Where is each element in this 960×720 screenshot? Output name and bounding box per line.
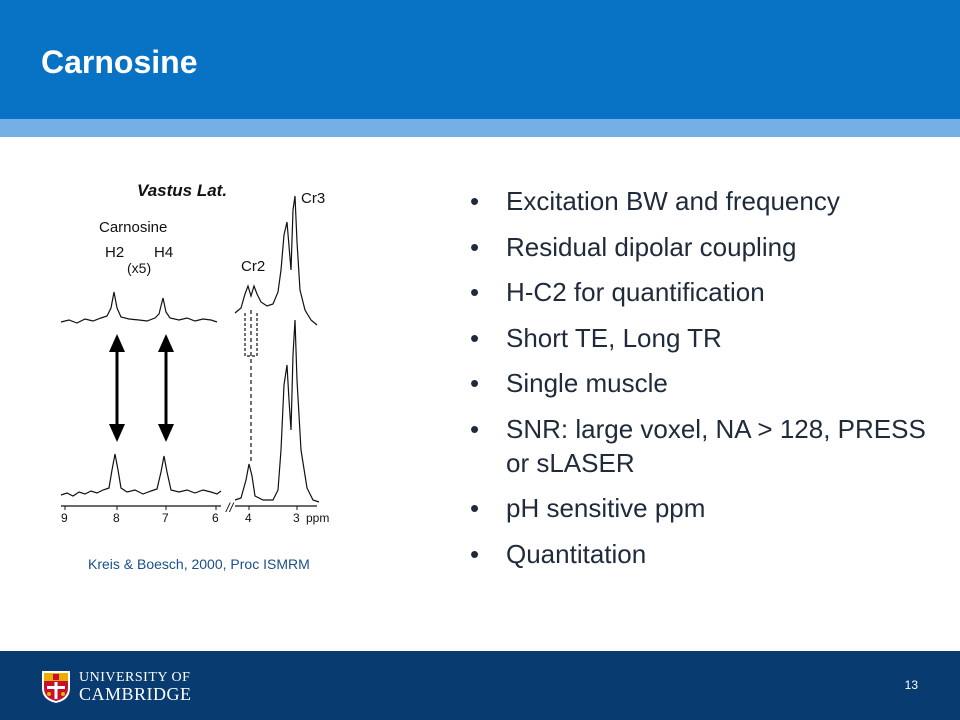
bullet-dot-icon: • xyxy=(470,322,480,353)
tick-3: 3 xyxy=(293,511,300,525)
bullet-dot-icon: • xyxy=(470,186,480,216)
arrow-down-h2 xyxy=(109,424,125,442)
arrow-down-h4 xyxy=(158,424,174,442)
arrow-up-h4 xyxy=(158,334,174,352)
bullet-item: • Residual dipolar coupling xyxy=(470,231,797,262)
bullet-item: • Short TE, Long TR xyxy=(470,322,722,353)
bullet-item: • Quantitation xyxy=(470,538,647,569)
tick-7: 7 xyxy=(162,511,169,525)
university-line1: UNIVERSITY OF xyxy=(79,670,191,685)
upper-carnosine-trace xyxy=(61,292,217,323)
compound-label: Carnosine xyxy=(99,219,168,236)
university-line2: CAMBRIDGE xyxy=(79,684,192,704)
lower-carnosine-trace xyxy=(61,454,221,496)
bullet-item: • Excitation BW and frequency xyxy=(470,186,840,216)
page-number: 13 xyxy=(904,678,918,692)
bullet-dot-icon: • xyxy=(470,231,480,262)
axis-unit: ppm xyxy=(306,511,330,525)
bullet-item: • H-C2 for quantification xyxy=(470,277,765,307)
spectrum-figure xyxy=(55,170,345,530)
bullet-dot-icon: • xyxy=(470,368,480,398)
tick-4: 4 xyxy=(245,511,252,525)
peak-h2-label: H2 xyxy=(105,244,125,261)
cr3-label: Cr3 xyxy=(301,190,326,207)
bullet-dot-icon: • xyxy=(470,493,480,523)
bullet-item: • pH sensitive ppm xyxy=(470,493,706,523)
bullet-item: • Single muscle xyxy=(470,368,668,398)
axis-break: // xyxy=(226,500,234,515)
tick-6: 6 xyxy=(212,511,219,525)
bullet-list xyxy=(470,184,940,582)
bullet-dot-icon: • xyxy=(470,538,480,569)
tick-8: 8 xyxy=(113,511,120,525)
header-stripe xyxy=(0,119,960,137)
cr2-label: Cr2 xyxy=(241,258,266,275)
peak-h4-label: H4 xyxy=(154,244,174,261)
slide-title: Carnosine xyxy=(41,44,198,80)
cambridge-crest-icon xyxy=(41,670,71,704)
bullet-dot-icon: • xyxy=(470,277,480,307)
bullet-item: • SNR: large voxel, NA > 128, PRESS or sLASER xyxy=(470,413,926,478)
arrow-up-h2 xyxy=(109,334,125,352)
lower-creatine-trace xyxy=(235,320,319,502)
bullet-dot-icon: • xyxy=(470,413,480,444)
figure-caption: Kreis & Boesch, 2000, Proc ISMRM xyxy=(88,556,310,572)
scale-note: (x5) xyxy=(127,260,152,276)
university-logo xyxy=(41,670,192,704)
muscle-label: Vastus Lat. xyxy=(137,181,228,200)
tick-9: 9 xyxy=(61,511,68,525)
